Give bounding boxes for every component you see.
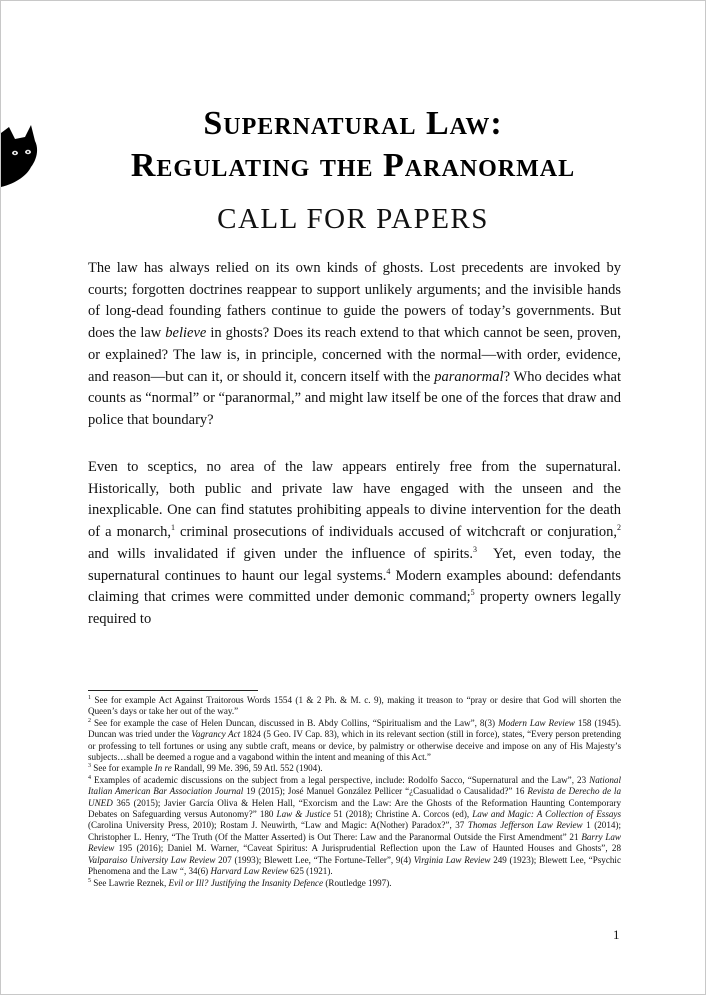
footnote-5: $^5$ See Lawrie Reznek, Evil or Ill? Justifying the Insanity Defence (Routledge 1997).	[88, 877, 392, 888]
footnote-divider	[88, 690, 258, 691]
footnote-2: $^2$ See for example the case of Helen Duncan, discussed in B. Abdy Collins, “Spiritualism and the Law”, 8(3) Modern Law Review 158 (1945). Duncan was tried under the Vagrancy Act 1824 (5 Geo. IV Cap. 83), which in its relevant section (still in force), states, “Every person pretending or professing to tell fortunes or using any subtle craft, means or device, by palmistry or otherwise deceive and impose on any of His Majesty’s subjects…shall be deemed a rogue and a vagabond within the intent and meaning of this Act.”	[88, 717, 621, 763]
footnote-3: $^3$ See for example In re Randall, 99 Me. 396, 59 Atl. 552 (1904).	[88, 763, 323, 774]
title-line-1: Supernatural Law:	[203, 105, 503, 142]
body-paragraph-2: Even to sceptics, no area of the law appears entirely free from the supernatural. Historically, both public and private law have engaged with the unseen and the inexplicable. One can find statutes prohibiting appeals to divine intervention for the death of a monarch,$^1$ criminal prosecutions of individuals accused of witchcraft or conjuration,$^2$ and wills invalidated if given under the influence of spirits.$^3$ Yet, even today, the supernatural continues to haunt our legal systems.$^4$ Modern examples abound: defendants claiming that crimes were committed under demonic command;$^5$ property owners legally required to	[88, 459, 621, 627]
footnote-4: $^4$ Examples of academic discussions on the subject from a legal perspective, include: Rodolfo Sacco, “Supernatural and the Law”, 23 National Italian American Bar Association Journal 19 (2015); José Manuel González Pellicer “¿Casualidad o Causalidad?” 16 Revista de Derecho de la UNED 365 (2015); Javier García Oliva & Helen Hall, “Exorcism and the Law: Are the Ghosts of the Reformation Haunting Contemporary Debates on Safeguarding versus Autonomy?” 180 Law & Justice 51 (2018); Christine A. Corcos (ed), Law and Magic: A Collection of Essays (Carolina University Press, 2010); Rostam J. Neuwirth, “Law and Magic: A(Nother) Paradox?”, 37 Thomas Jefferson Law Review 1 (2014); Christopher L. Henry, “The Truth (Of the Matter Asserted) is Out There: Law and the Paranormal Outside the First Amendment” 21 Barry Law Review 195 (2016); Daniel M. Warner, “Caveat Spiritus: A Jurisprudential Reflection upon the Law of Haunted Houses and Ghosts”, 28 Valparaiso University Law Review 207 (1993); Blewett Lee, “The Fortune-Teller”, 9(4) Virginia Law Review 249 (1923); Blewett Lee, “Psychic Phenomena and the Law “, 34(6) Harvard Law Review 625 (1921).	[88, 774, 621, 877]
footnotes	[88, 695, 621, 889]
page-number: 1	[613, 927, 620, 942]
title-line-2: Regulating the Paranormal	[130, 147, 576, 184]
call-for-papers-heading: CALL FOR PAPERS	[217, 203, 489, 235]
body-paragraph-1: The law has always relied on its own kinds of ghosts. Lost precedents are invoked by courts; forgotten doctrines reappear to support unlikely arguments; and the invisible hands of long-dead founding fathers continue to guide the powers of today’s governments. But does the law believe in ghosts? Does its reach extend to that which cannot be seen, proven, or explained? The law is, in principle, concerned with the normal—with order, evidence, and reason—but can it, or should it, concern itself with the paranormal? Who decides what counts as “normal” or “paranormal,” and might law itself be one of the forces that draw and police that boundary?	[88, 260, 621, 428]
footnote-1: $^1$ See for example Act Against Traitorous Words 1554 (1 & 2 Ph. & M. c. 9), making it treason to “pray or desire that God will shorten the Queen’s days or take her out of the way.”	[88, 694, 621, 717]
